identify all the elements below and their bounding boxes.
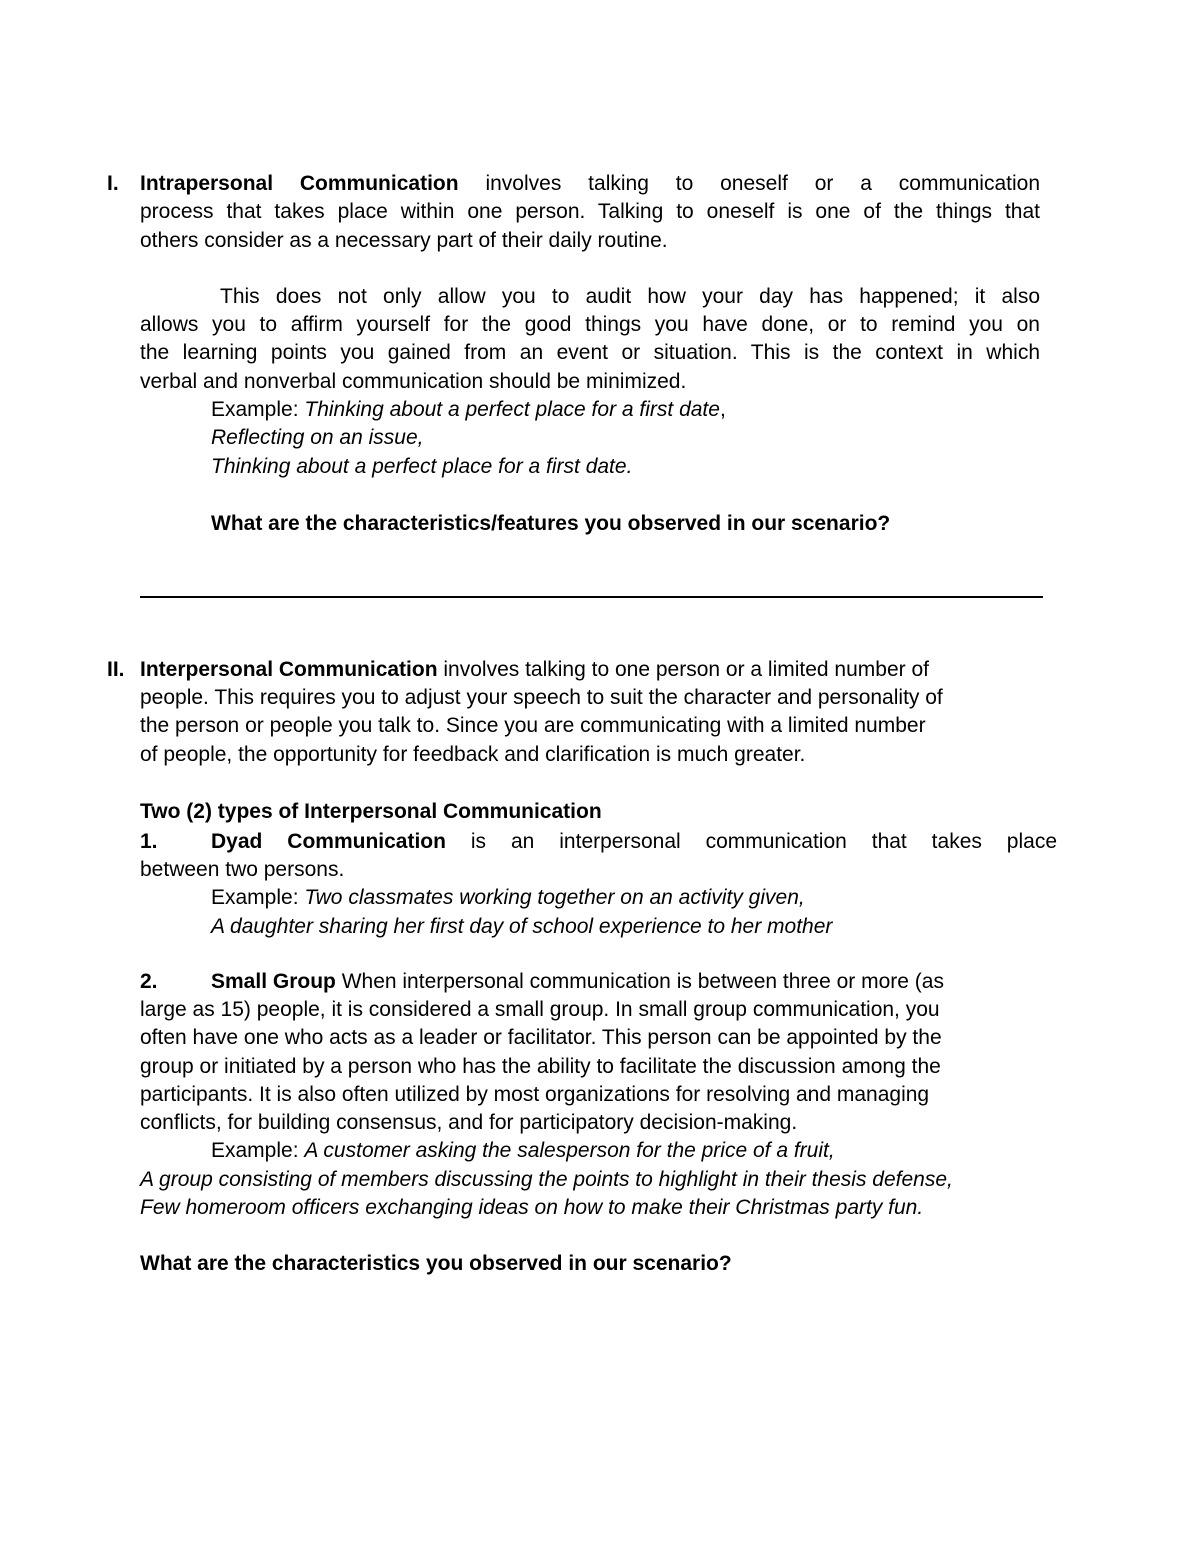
small-group-number: 2. bbox=[140, 970, 158, 993]
dyad-line2: between two persons. bbox=[140, 858, 345, 881]
section2-line3: the person or people you talk to. Since you are communicating with a limited number bbox=[140, 714, 926, 737]
small-group-line6: conflicts, for building consensus, and for participatory decision-making. bbox=[140, 1111, 798, 1134]
small-group-line2: large as 15) people, it is considered a small group. In small group communication, you bbox=[140, 998, 940, 1021]
dyad-line1: Dyad Communication is an interpersonal communication that takes place bbox=[211, 830, 1058, 853]
section1-line1: Intrapersonal Communication involves talking to oneself or a communication bbox=[140, 172, 1041, 195]
section2-numeral: II. bbox=[107, 658, 125, 681]
section1-example-3: Thinking about a perfect place for a first date. bbox=[211, 455, 633, 478]
section1-example-2: Reflecting on an issue, bbox=[211, 426, 424, 449]
section2-line4: of people, the opportunity for feedback and clarification is much greater. bbox=[140, 743, 806, 766]
section1-para2-line4: verbal and nonverbal communication should be minimized. bbox=[140, 370, 687, 393]
small-group-line4: group or initiated by a person who has the ability to facilitate the discussion among the bbox=[140, 1055, 941, 1078]
dyad-term: Dyad Communication bbox=[211, 830, 446, 853]
section1-para2-line3: the learning points you gained from an event or situation. This is the context in which bbox=[140, 341, 1040, 364]
small-group-term: Small Group bbox=[211, 970, 336, 993]
small-group-example-3: Few homeroom officers exchanging ideas on how to make their Christmas party fun. bbox=[140, 1196, 924, 1219]
answer-line bbox=[140, 596, 1043, 598]
types-heading: Two (2) types of Interpersonal Communication bbox=[140, 800, 602, 823]
small-group-example-1: Example: A customer asking the salesperson for the price of a fruit, bbox=[211, 1139, 835, 1162]
small-group-example-2: A group consisting of members discussing the points to highlight in their thesis defense, bbox=[140, 1168, 953, 1191]
section1-example-1: Example: Thinking about a perfect place for a first date, bbox=[211, 398, 726, 421]
small-group-line3: often have one who acts as a leader or facilitator. This person can be appointed by the bbox=[140, 1026, 942, 1049]
section2-term: Interpersonal Communication bbox=[140, 658, 438, 681]
section1-line2: process that takes place within one person. Talking to oneself is one of the things that bbox=[140, 200, 1040, 223]
section2-line2: people. This requires you to adjust your speech to suit the character and personality of bbox=[140, 686, 943, 709]
dyad-number: 1. bbox=[140, 830, 158, 853]
section1-numeral: I. bbox=[107, 172, 119, 195]
section1-para2-line2: allows you to affirm yourself for the good things you have done, or to remind you on bbox=[140, 313, 1040, 336]
section1-question: What are the characteristics/features you observed in our scenario? bbox=[211, 512, 891, 535]
small-group-line1: Small Group When interpersonal communication is between three or more (as bbox=[211, 970, 944, 993]
section2-question: What are the characteristics you observed in our scenario? bbox=[140, 1252, 732, 1275]
dyad-example-1: Example: Two classmates working together on an activity given, bbox=[211, 886, 805, 909]
section1-line3: others consider as a necessary part of their daily routine. bbox=[140, 229, 668, 252]
section1-para2-line1: This does not only allow you to audit how your day has happened; it also bbox=[220, 285, 1040, 308]
small-group-line5: participants. It is also often utilized by most organizations for resolving and managing bbox=[140, 1083, 930, 1106]
dyad-example-2: A daughter sharing her first day of school experience to her mother bbox=[211, 915, 833, 938]
section1-term: Intrapersonal Communication bbox=[140, 172, 459, 195]
section2-line1: Interpersonal Communication involves talking to one person or a limited number of bbox=[140, 658, 929, 681]
